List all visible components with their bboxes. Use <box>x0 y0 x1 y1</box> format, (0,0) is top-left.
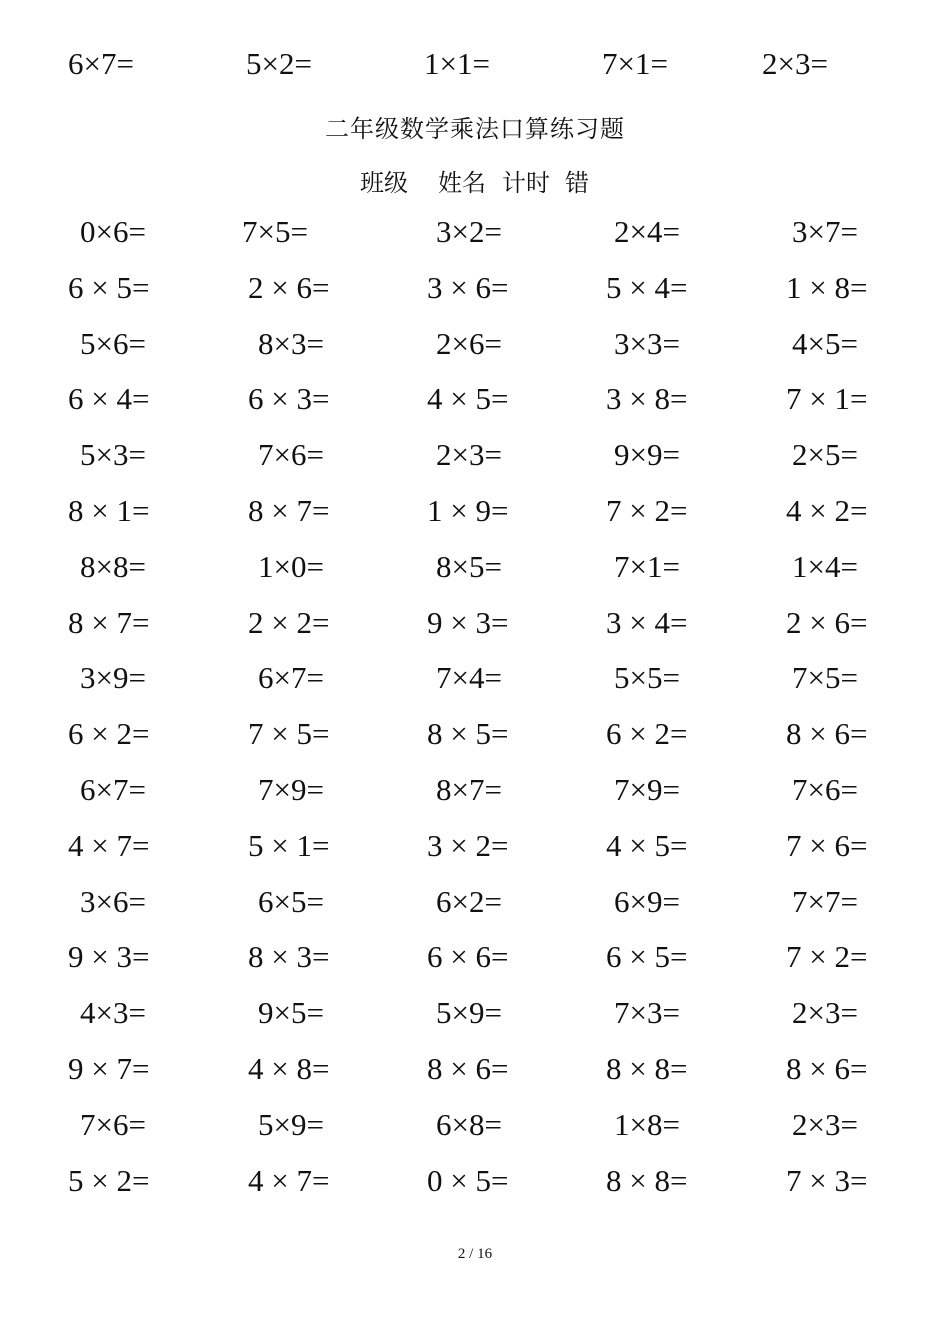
problem: 2 × 2= <box>248 604 330 640</box>
problem-row <box>0 658 950 698</box>
problem: 4 × 7= <box>68 827 150 863</box>
problem: 5×5= <box>614 660 680 696</box>
problem: 4 × 7= <box>248 1162 330 1198</box>
problem: 1×0= <box>258 548 324 584</box>
problem: 3×3= <box>614 325 680 361</box>
problem: 4×3= <box>80 995 146 1031</box>
problem: 5×9= <box>436 995 502 1031</box>
problem: 3 × 6= <box>427 269 509 305</box>
problem: 1×1= <box>424 46 490 81</box>
problem: 5×9= <box>258 1106 324 1142</box>
problem: 2×4= <box>614 214 680 249</box>
problem: 8×7= <box>436 772 502 807</box>
problem: 7 × 1= <box>786 381 868 417</box>
problem: 7 × 3= <box>786 1162 868 1198</box>
problem: 6×7= <box>68 46 134 81</box>
problem: 4×5= <box>792 325 858 361</box>
problem: 5×6= <box>80 325 146 361</box>
problem-row <box>0 547 950 587</box>
problem-row <box>0 1161 950 1201</box>
problem: 8×5= <box>436 548 502 584</box>
problem: 6 × 6= <box>427 939 509 975</box>
time-label: 计时 <box>502 171 550 197</box>
problem: 7×7= <box>792 883 858 919</box>
problem: 4 × 5= <box>427 381 509 417</box>
problem: 6×2= <box>436 883 502 919</box>
problem: 6 × 2= <box>68 716 150 752</box>
problem: 3×7= <box>792 214 858 249</box>
problem-row <box>0 324 950 364</box>
problem: 9 × 7= <box>68 1051 150 1086</box>
problem: 4 × 8= <box>248 1051 330 1086</box>
problem: 8 × 6= <box>786 1051 868 1086</box>
class-label: 班级 <box>360 171 408 197</box>
problem: 7×6= <box>792 772 858 807</box>
problem: 7×6= <box>258 437 324 473</box>
problem-row <box>0 826 950 866</box>
problem: 8 × 6= <box>786 716 868 752</box>
problem-row <box>0 491 950 531</box>
problem: 1×4= <box>792 548 858 584</box>
problem: 5×3= <box>80 437 146 473</box>
problem-row <box>0 882 950 922</box>
problem: 2×3= <box>792 1106 858 1142</box>
problem: 8×8= <box>80 548 146 584</box>
problem: 6×5= <box>258 883 324 919</box>
problem: 2 × 6= <box>248 269 330 305</box>
problem: 8 × 3= <box>248 939 330 975</box>
problem: 7 × 6= <box>786 827 868 863</box>
problem: 3×9= <box>80 660 146 696</box>
problem: 6 × 5= <box>68 269 150 305</box>
problem: 7×4= <box>436 660 502 696</box>
problem: 9×5= <box>258 995 324 1031</box>
problem: 8 × 8= <box>606 1051 688 1086</box>
problem: 5×2= <box>246 46 312 81</box>
problem-row <box>0 714 950 754</box>
problem: 1 × 9= <box>427 493 509 528</box>
problem: 5 × 4= <box>606 269 688 305</box>
problem: 6×9= <box>614 883 680 919</box>
problem: 1 × 8= <box>786 269 868 305</box>
problem: 2×3= <box>436 437 502 473</box>
problem: 3 × 2= <box>427 827 509 863</box>
problem: 8 × 7= <box>248 493 330 528</box>
problem: 2×6= <box>436 325 502 361</box>
name-label: 姓名 <box>438 171 486 197</box>
top-problem-row <box>0 44 950 84</box>
problem: 2×3= <box>762 46 828 81</box>
problem: 9 × 3= <box>427 604 509 640</box>
problem: 6 × 2= <box>606 716 688 752</box>
problem-row <box>0 435 950 475</box>
problem: 6×7= <box>80 772 146 807</box>
problem: 8 × 8= <box>606 1162 688 1198</box>
problem: 7×5= <box>792 660 858 696</box>
problem: 7×1= <box>602 46 668 81</box>
problem-row <box>0 993 950 1033</box>
problem: 6 × 5= <box>606 939 688 975</box>
problem: 9 × 3= <box>68 939 150 975</box>
problem-row <box>0 770 950 810</box>
problem: 7×5= <box>242 214 308 249</box>
problem: 7×6= <box>80 1106 146 1142</box>
problem: 3 × 8= <box>606 381 688 417</box>
problem: 2 × 6= <box>786 604 868 640</box>
problem: 0×6= <box>80 214 146 249</box>
problem: 7 × 2= <box>786 939 868 975</box>
error-label: 错 <box>565 171 589 197</box>
problem: 3×2= <box>436 214 502 249</box>
problem: 3 × 4= <box>606 604 688 640</box>
problem: 8×3= <box>258 325 324 361</box>
problem: 8 × 1= <box>68 493 150 528</box>
problem: 6×7= <box>258 660 324 696</box>
problem: 6 × 4= <box>68 381 150 417</box>
problem: 2×3= <box>792 995 858 1031</box>
problem: 4 × 5= <box>606 827 688 863</box>
problem: 7×9= <box>258 772 324 807</box>
problem: 8 × 7= <box>68 604 150 640</box>
problem: 7×1= <box>614 548 680 584</box>
problem: 7 × 5= <box>248 716 330 752</box>
problem-row <box>0 603 950 643</box>
problem: 9×9= <box>614 437 680 473</box>
problem: 7×3= <box>614 995 680 1031</box>
problem: 5 × 2= <box>68 1162 150 1198</box>
problem-row <box>0 268 950 308</box>
problem: 4 × 2= <box>786 493 868 528</box>
problem-row <box>0 212 950 252</box>
problem: 5 × 1= <box>248 827 330 863</box>
problem-row <box>0 379 950 419</box>
problem: 3×6= <box>80 883 146 919</box>
problem: 8 × 5= <box>427 716 509 752</box>
problem-row <box>0 937 950 977</box>
problem-row <box>0 1049 950 1089</box>
worksheet-title: 二年级数学乘法口算练习题 <box>325 117 625 143</box>
problem: 7×9= <box>614 772 680 807</box>
problem: 1×8= <box>614 1106 680 1142</box>
problem: 6 × 3= <box>248 381 330 417</box>
problem: 7 × 2= <box>606 493 688 528</box>
problem: 8 × 6= <box>427 1051 509 1086</box>
page-number: 2 / 16 <box>457 1246 493 1262</box>
problem: 6×8= <box>436 1106 502 1142</box>
problem: 0 × 5= <box>427 1162 509 1198</box>
problem: 2×5= <box>792 437 858 473</box>
problem-row <box>0 1105 950 1145</box>
